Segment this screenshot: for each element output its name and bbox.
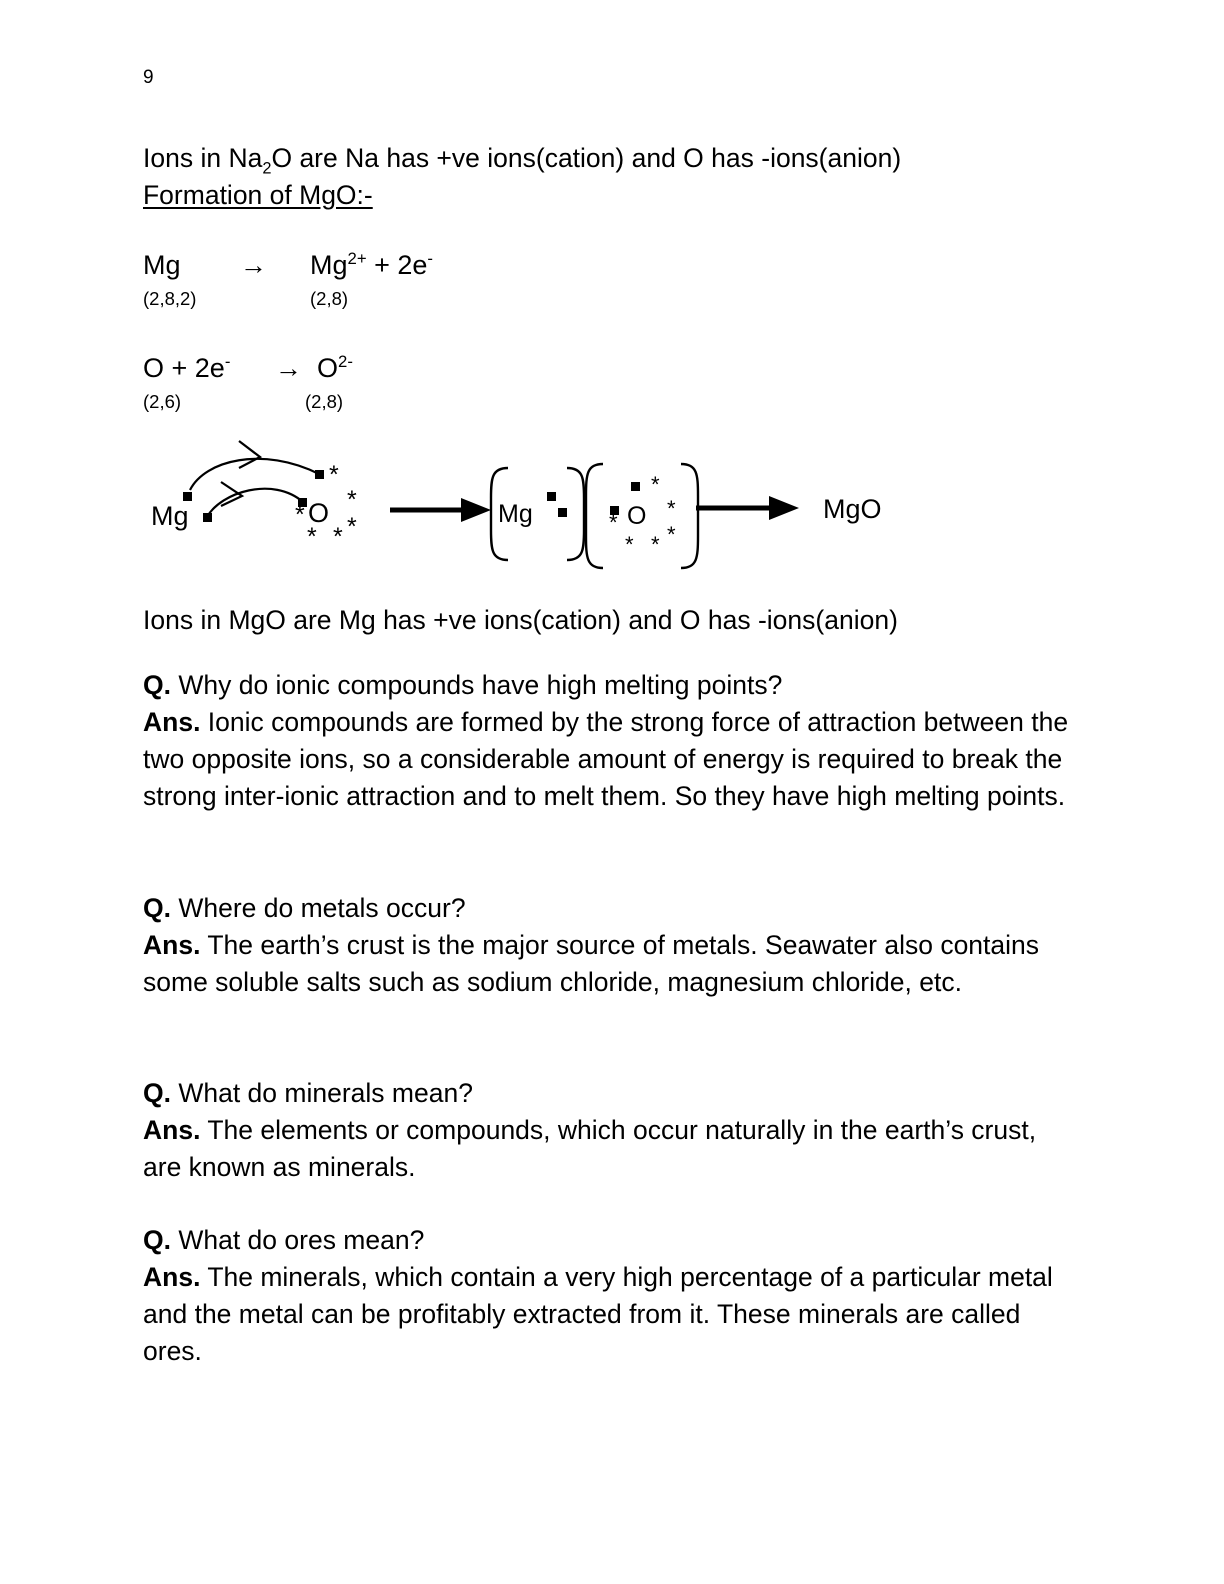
diagram-reactant-o-label: O xyxy=(308,498,330,528)
qa-1-answer-line xyxy=(143,704,1073,815)
electron-transfer-arrow-1 xyxy=(190,459,319,490)
intro-line-prefix: Ions in Na xyxy=(143,143,263,173)
equation-2-reactant-text: O + 2e xyxy=(143,353,225,383)
equation-2-reactant-config: (2,6) xyxy=(143,391,182,412)
qa-4-answer-text: The minerals, which contain a very high percentage of a particular metal and the metal can be profitably extracted from it. These minerals are called ores. xyxy=(143,1262,1053,1366)
equation-1-product-config: (2,8) xyxy=(310,288,349,309)
qa-1-q-label: Q. xyxy=(143,670,171,700)
product-o-star-5: * xyxy=(625,532,634,557)
qa-4-question-line xyxy=(143,1222,1073,1259)
qa-4-answer-line xyxy=(143,1259,1073,1370)
electron-transfer-arrow-2 xyxy=(207,489,303,517)
electron-transfer-arrow-1-head xyxy=(239,441,260,468)
product-o-star-4: * xyxy=(609,510,618,535)
diagram-product-o-label: O xyxy=(627,502,647,530)
equation-1-product xyxy=(310,249,433,280)
qa-3-q-label: Q. xyxy=(143,1078,171,1108)
qa-1-a-label: Ans. xyxy=(143,707,201,737)
qa-1-answer-text: Ionic compounds are formed by the strong force of attraction between the two opposite ions, so a considerable amount of energy is required to break the strong inter-ionic attraction and to melt them. So they have high melting points. xyxy=(143,707,1069,811)
o-electron-star-4: * xyxy=(295,501,305,529)
qa-1-question-line xyxy=(143,667,1073,704)
product-mg-dot-2 xyxy=(558,508,567,517)
intro-line-na2o xyxy=(143,140,1073,177)
qa-2-question-text: Where do metals occur? xyxy=(170,893,466,923)
intro-subscript: 2 xyxy=(262,159,272,178)
equation-1-product-symbol: Mg xyxy=(310,250,348,280)
qa-3-question-text: What do minerals mean? xyxy=(170,1078,473,1108)
qa-2-question-line xyxy=(143,890,1073,927)
qa-block-1 xyxy=(143,667,1073,815)
equation-1-product-tail: + 2e xyxy=(366,250,428,280)
qa-4-q-label: Q. xyxy=(143,1225,171,1255)
equation-1-product-charge: 2+ xyxy=(347,249,367,268)
product-o-dot-1 xyxy=(631,482,640,491)
anion-bracket-left xyxy=(586,464,603,568)
product-o-star-1: * xyxy=(651,472,660,497)
reaction-arrow-1-head xyxy=(461,498,491,522)
qa-2-answer-line xyxy=(143,927,1073,1001)
o-electron-dot-1 xyxy=(315,470,324,479)
mg-electron-dot-1 xyxy=(183,492,192,501)
diagram-result-label: MgO xyxy=(823,494,882,524)
qa-3-answer-text: The elements or compounds, which occur naturally in the earth’s crust, are known as minerals. xyxy=(143,1115,1037,1182)
equation-2-arrow: → xyxy=(275,353,302,383)
equation-1-product-tail-charge: - xyxy=(427,249,433,268)
qa-3-a-label: Ans. xyxy=(143,1115,201,1145)
qa-3-question-line xyxy=(143,1075,1073,1112)
qa-2-a-label: Ans. xyxy=(143,930,201,960)
equation-2-product xyxy=(317,352,353,383)
equation-1-arrow: → xyxy=(240,250,267,280)
o-electron-star-1: * xyxy=(329,461,339,489)
cation-bracket-right xyxy=(567,468,584,560)
section-heading-mgo: Formation of MgO:- xyxy=(143,180,373,210)
post-diagram-line: Ions in MgO are Mg has +ve ions(cation) and O has -ions(anion) xyxy=(143,605,898,635)
qa-4-a-label: Ans. xyxy=(143,1262,201,1292)
qa-block-2 xyxy=(143,890,1073,1001)
qa-3-answer-line xyxy=(143,1112,1073,1186)
product-o-star-6: * xyxy=(651,532,660,557)
qa-2-q-label: Q. xyxy=(143,893,171,923)
product-o-star-2: * xyxy=(667,496,676,521)
diagram-product-mg-label: Mg xyxy=(498,500,533,528)
equation-1-reactant: Mg xyxy=(143,250,181,280)
o-electron-star-5: * xyxy=(307,523,317,551)
intro-block xyxy=(143,140,1073,214)
product-o-star-3: * xyxy=(667,522,676,547)
equation-2-reactant-charge: - xyxy=(224,352,231,371)
equation-2-reactant xyxy=(143,352,231,383)
equation-2-product-charge: 2- xyxy=(338,352,353,371)
equation-2-product-config: (2,8) xyxy=(305,391,344,412)
o-electron-star-3: * xyxy=(347,513,357,541)
o-electron-star-2: * xyxy=(347,486,357,514)
qa-1-question-text: Why do ionic compounds have high melting points? xyxy=(170,670,783,700)
anion-bracket-right xyxy=(681,464,698,568)
qa-block-4 xyxy=(143,1222,1073,1370)
electron-transfer-arrow-2-head xyxy=(221,482,242,506)
equation-1-reactant-config: (2,8,2) xyxy=(143,288,197,309)
qa-block-3 xyxy=(143,1075,1073,1186)
equation-2-product-symbol: O xyxy=(317,353,339,383)
qa-2-answer-text: The earth’s crust is the major source of metals. Seawater also contains some soluble salts such as sodium chloride, magnesium chloride, etc. xyxy=(143,930,1040,997)
intro-line-suffix: O are Na has +ve ions(cation) and O has -ions(anion) xyxy=(271,143,902,173)
lewis-structure-diagram xyxy=(143,440,1073,590)
reaction-arrow-2-head xyxy=(769,496,799,520)
page-number: 9 xyxy=(143,67,154,88)
qa-4-question-text: What do ores mean? xyxy=(170,1225,425,1255)
product-mg-dot-1 xyxy=(547,492,556,501)
diagram-reactant-mg-label: Mg xyxy=(151,501,189,531)
o-electron-star-6: * xyxy=(333,523,343,551)
